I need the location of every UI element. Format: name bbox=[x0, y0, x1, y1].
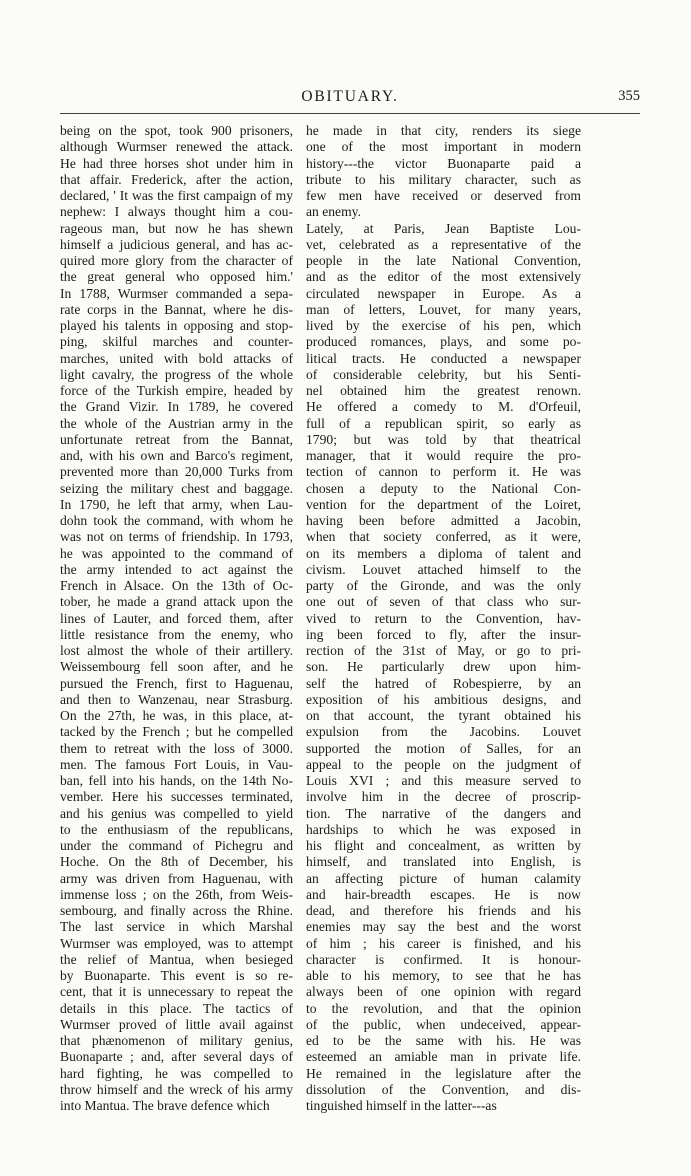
text-line: people in the late National Convention, bbox=[306, 253, 581, 268]
text-line: he was appointed to the command of bbox=[60, 545, 293, 561]
text-line: litical tracts. He conducted a newspaper bbox=[306, 350, 581, 366]
text-line: the whole of the Austrian army in the bbox=[60, 415, 293, 431]
text-line: having been before admitted a Jacobin, bbox=[306, 513, 581, 528]
text-line: few men have received or deserved from bbox=[306, 188, 581, 203]
text-line: was not on terms of friendship. In 1793, bbox=[60, 529, 293, 545]
text-line: He remained in the legislature after the bbox=[306, 1065, 581, 1081]
text-line: character is confirmed. It is honour- bbox=[306, 951, 581, 967]
text-line: He had three horses shot under him in bbox=[60, 155, 293, 171]
text-line: supported the motion of Salles, for an bbox=[306, 740, 581, 756]
text-line: Hoche. On the 8th of December, his bbox=[60, 854, 293, 870]
text-line: army was driven from Haguenau, with bbox=[60, 870, 293, 886]
text-line: on its members a diploma of talent and bbox=[306, 545, 581, 561]
text-line: vention for the department of the Loiret, bbox=[306, 496, 581, 512]
text-line: he made in that city, renders its siege bbox=[306, 123, 581, 138]
text-line: of the public, when undeceived, appear- bbox=[306, 1016, 581, 1032]
text-line: when that society conferred, as it were, bbox=[306, 529, 581, 545]
text-line: into Mantua. The brave defence which bbox=[60, 1098, 270, 1113]
running-title: OBITUARY. bbox=[301, 88, 399, 105]
text-line: throw himself and the wreck of his army bbox=[60, 1081, 293, 1097]
text-line: being on the spot, took 900 prisoners, bbox=[60, 123, 293, 138]
text-line: tinguished himself in the latter---as bbox=[306, 1098, 497, 1113]
text-line: rection of the 31st of May, or go to pri- bbox=[306, 643, 581, 658]
text-line: cent, that it is unnecessary to repeat the bbox=[60, 984, 293, 1000]
text-line: party of the Gironde, and was the only bbox=[306, 578, 581, 593]
text-line: an enemy. bbox=[306, 204, 361, 220]
text-line: rageous man, but now he has shewn bbox=[60, 220, 293, 236]
text-line: able to his memory, to see that he has bbox=[306, 968, 581, 983]
text-line: hard fighting, he was compelled to bbox=[60, 1065, 293, 1081]
text-line: He offered a comedy to M. d'Orfeuil, bbox=[306, 399, 581, 415]
text-line: ping, skilful marches and counter- bbox=[60, 334, 293, 350]
text-line: self the hatred of Robespierre, by an bbox=[306, 675, 581, 691]
text-line: by Buonaparte. This event is so re- bbox=[60, 968, 293, 983]
text-line: unfortunate retreat from the Bannat, bbox=[60, 431, 293, 447]
text-line: Buonaparte ; and, after several days of bbox=[60, 1049, 293, 1065]
text-line: prevented more than 20,000 Turks from bbox=[60, 464, 293, 480]
text-line: circulated newspaper in Europe. As a bbox=[306, 285, 581, 301]
text-line: 1790; but was told by that theatrical bbox=[306, 431, 581, 447]
text-line: one out of seven of that class who sur- bbox=[306, 594, 581, 610]
text-line: the relief of Mantua, when besieged bbox=[60, 951, 293, 967]
text-line: and his genius was compelled to yield bbox=[60, 805, 293, 821]
text-line: and hair-breadth escapes. He is now bbox=[306, 886, 581, 902]
text-line: dead, and therefore his friends and his bbox=[306, 903, 581, 918]
text-line: his flight and concealment, as written by bbox=[306, 838, 581, 853]
text-line: and as the editor of the most extensively bbox=[306, 269, 581, 285]
text-line: details in this place. The tactics of bbox=[60, 1000, 293, 1016]
text-line: nephew: I always thought him a cou- bbox=[60, 204, 293, 220]
text-line: lost almost the whole of their artillery. bbox=[60, 643, 293, 658]
text-line: chosen a deputy to the National Con- bbox=[306, 480, 581, 496]
text-line: tober, he made a grand attack upon the bbox=[60, 594, 293, 610]
text-line: produced romances, plays, and some po- bbox=[306, 334, 581, 350]
page-header bbox=[60, 88, 640, 110]
text-line: marches, united with bold attacks of bbox=[60, 350, 293, 366]
text-line: In 1788, Wurmser commanded a sepa- bbox=[60, 285, 293, 301]
text-line: sembourg, and finally across the Rhine. bbox=[60, 903, 293, 918]
text-line: On the 27th, he was, in this place, at- bbox=[60, 708, 293, 723]
text-line: of him ; his career is finished, and his bbox=[306, 935, 581, 951]
text-line: son. He particularly drew upon him- bbox=[306, 659, 581, 675]
text-line: vet, celebrated as a representative of the bbox=[306, 236, 581, 252]
text-line: full of a republican spirit, so early as bbox=[306, 415, 581, 431]
left-column bbox=[60, 123, 293, 1113]
page-number: 355 bbox=[618, 88, 640, 104]
text-line: played his talents in opposing and stop- bbox=[60, 318, 293, 333]
text-line: In 1790, he left that army, when Lau- bbox=[60, 496, 293, 512]
text-line: them to retreat with the loss of 3000. bbox=[60, 740, 293, 756]
text-line: the Grand Vizir. In 1789, he covered bbox=[60, 399, 293, 415]
text-line: one of the most important in modern bbox=[306, 139, 581, 155]
text-line: history---the victor Buonaparte paid a bbox=[306, 155, 581, 171]
text-line: quired more glory from the character of bbox=[60, 253, 293, 268]
text-line: Louis XVI ; and this measure served to bbox=[306, 773, 581, 788]
text-line: to the revolution, and that the opinion bbox=[306, 1000, 581, 1016]
text-line: enemies may say the best and the worst bbox=[306, 919, 581, 935]
text-line: ban, fell into his hands, on the 14th No- bbox=[60, 773, 293, 788]
text-line: civism. Louvet attached himself to the bbox=[306, 561, 581, 577]
text-line: vived to return to the Convention, hav- bbox=[306, 610, 581, 626]
text-line: Weissembourg fell soon after, and he bbox=[60, 659, 293, 675]
text-line: the army intended to act against the bbox=[60, 561, 293, 577]
text-line: ing been forced to fly, after the insur- bbox=[306, 626, 581, 642]
text-line: nel obtained him the greatest renown. bbox=[306, 383, 581, 398]
text-line: expulsion from the Jacobins. Louvet bbox=[306, 724, 581, 740]
text-line: French in Alsace. On the 13th of Oc- bbox=[60, 578, 293, 593]
text-line: exposition of his ambitious designs, and bbox=[306, 691, 581, 707]
text-line: and, with his own and Barco's regiment, bbox=[60, 448, 293, 463]
text-line: light cavalry, the progress of the whole bbox=[60, 366, 293, 382]
text-line: on that account, the tyrant obtained his bbox=[306, 708, 581, 723]
text-line: and then to Wanzenau, near Strasburg. bbox=[60, 691, 293, 707]
text-line: lines of Lauter, and forced them, after bbox=[60, 610, 293, 626]
text-line: himself, and translated into English, is bbox=[306, 854, 581, 870]
text-line: vember. Here his successes terminated, bbox=[60, 789, 293, 805]
text-line: men. The famous Fort Louis, in Vau- bbox=[60, 756, 293, 772]
text-line: ed to be the same with his. He was bbox=[306, 1033, 581, 1048]
text-line: involve him in the decree of proscrip- bbox=[306, 789, 581, 805]
right-column bbox=[306, 123, 581, 1113]
text-line: rate corps in the Bannat, where he dis- bbox=[60, 301, 293, 317]
text-line: an affecting picture of human calamity bbox=[306, 870, 581, 886]
text-line: tection of cannon to perform it. He was bbox=[306, 464, 581, 480]
text-line: tion. The narrative of the dangers and bbox=[306, 805, 581, 821]
text-line: of considerable celebrity, but his Senti- bbox=[306, 366, 581, 382]
text-line: the great general who opposed him.' bbox=[60, 269, 293, 285]
text-line: tribute to his military character, such as bbox=[306, 171, 581, 187]
text-line: dohn took the command, with whom he bbox=[60, 513, 293, 528]
text-line: Wurmser was employed, was to attempt bbox=[60, 935, 293, 951]
text-line: Lately, at Paris, Jean Baptiste Lou- bbox=[306, 220, 581, 236]
text-line: manager, that it would require the pro- bbox=[306, 448, 581, 463]
text-line: hardships to which he was exposed in bbox=[306, 821, 581, 837]
text-line: himself a judicious general, and has ac- bbox=[60, 236, 293, 252]
text-line: pursued the French, first to Haguenau, bbox=[60, 675, 293, 691]
text-line: that phænomenon of military genius, bbox=[60, 1033, 293, 1048]
text-line: esteemed an amiable man in private life. bbox=[306, 1049, 581, 1065]
text-line: man of letters, Louvet, for many years, bbox=[306, 301, 581, 317]
text-line: to the enthusiasm of the republicans, bbox=[60, 821, 293, 837]
text-line: declared, ' It was the first campaign of my bbox=[60, 188, 293, 203]
text-line: immense loss ; on the 26th, from Weis- bbox=[60, 886, 293, 902]
text-line: lived by the exercise of his pen, which bbox=[306, 318, 581, 333]
text-line: tacked by the French ; but he compelled bbox=[60, 724, 293, 740]
text-line: force of the Turkish empire, headed by bbox=[60, 383, 293, 398]
text-line: under the command of Pichegru and bbox=[60, 838, 293, 853]
text-line: although Wurmser renewed the attack. bbox=[60, 139, 293, 155]
text-line: little resistance from the enemy, who bbox=[60, 626, 293, 642]
header-rule bbox=[60, 113, 640, 114]
text-line: dissolution of the Convention, and dis- bbox=[306, 1081, 581, 1097]
text-line: seizing the military chest and baggage. bbox=[60, 480, 293, 496]
text-line: that affair. Frederick, after the action, bbox=[60, 171, 293, 187]
text-line: always been of one opinion with regard bbox=[306, 984, 581, 1000]
text-line: The last service in which Marshal bbox=[60, 919, 293, 935]
text-line: Wurmser proved of little avail against bbox=[60, 1016, 293, 1032]
text-line: appeal to the people on the judgment of bbox=[306, 756, 581, 772]
